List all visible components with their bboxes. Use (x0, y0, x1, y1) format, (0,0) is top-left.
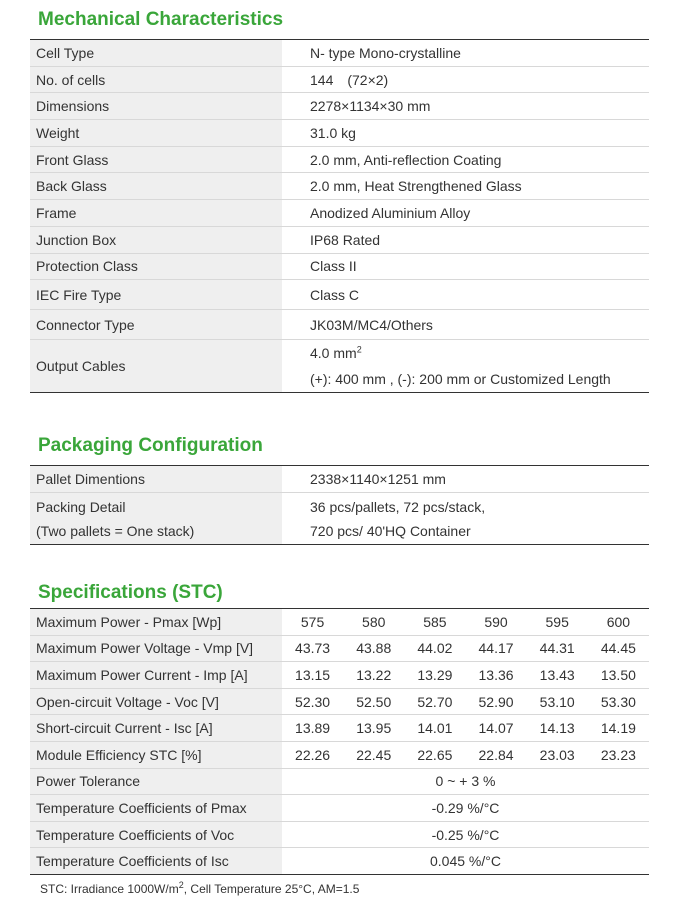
spec-value: 44.45 (588, 635, 649, 662)
mechanical-value: 2.0 mm, Anti-reflection Coating (282, 146, 649, 173)
mechanical-value: 144 (72×2) (282, 66, 649, 93)
spec-label: Power Tolerance (30, 768, 282, 795)
table-row (30, 280, 649, 310)
table-row (30, 795, 649, 822)
spec-value: 43.88 (343, 635, 404, 662)
spec-value: 43.73 (282, 635, 343, 662)
packing-detail-value-line2: 720 pcs/ 40'HQ Container (310, 522, 471, 539)
spec-value: 22.26 (282, 741, 343, 768)
mechanical-value: Class II (282, 253, 649, 280)
spec-value: 13.36 (465, 662, 526, 689)
spec-value: 23.03 (527, 741, 588, 768)
table-row (30, 40, 649, 67)
spec-value: 13.29 (404, 662, 465, 689)
mechanical-value: JK03M/MC4/Others (282, 310, 649, 340)
mechanical-table (30, 39, 649, 393)
packaging-table (30, 465, 649, 545)
table-row (30, 741, 649, 768)
spec-value: 13.15 (282, 662, 343, 689)
spec-value: 13.89 (282, 715, 343, 742)
table-row (30, 662, 649, 689)
spec-value: 22.65 (404, 741, 465, 768)
spec-value: 14.01 (404, 715, 465, 742)
specs-title: Specifications (STC) (38, 582, 223, 603)
stc-footnote: STC: Irradiance $1000W/m^2$, Cell Temperature 25°C, AM=1.5 (40, 880, 360, 896)
spec-value: 52.50 (343, 688, 404, 715)
specs-table (30, 608, 649, 875)
mechanical-label: Cell Type (30, 40, 282, 67)
table-row (30, 120, 649, 147)
spec-value: 0.045 %/°C (282, 848, 649, 875)
spec-value: 14.19 (588, 715, 649, 742)
mechanical-label: Frame (30, 200, 282, 227)
pallet-dimensions-value: 2338×1140×1251 mm (282, 466, 649, 493)
spec-value: 14.07 (465, 715, 526, 742)
pallet-dimensions-label: Pallet Dimentions (30, 466, 282, 493)
packing-detail-label-line1: Packing Detail (36, 498, 126, 515)
spec-value: 44.17 (465, 635, 526, 662)
table-row (30, 200, 649, 227)
mechanical-label: Connector Type (30, 310, 282, 340)
spec-value: 44.31 (527, 635, 588, 662)
table-row (30, 253, 649, 280)
mechanical-title: Mechanical Characteristics (38, 9, 284, 30)
spec-label: Module Efficiency STC [%] (30, 741, 282, 768)
mechanical-value: IP68 Rated (282, 226, 649, 253)
packing-detail-label-line2: (Two pallets = One stack) (36, 522, 195, 539)
mechanical-label: IEC Fire Type (30, 280, 282, 310)
mechanical-label: Dimensions (30, 93, 282, 120)
mechanical-label: Back Glass (30, 173, 282, 200)
spec-value: 580 (343, 609, 404, 636)
mechanical-value: 2.0 mm, Heat Strengthened Glass (282, 173, 649, 200)
table-row (30, 340, 649, 393)
spec-value: 52.70 (404, 688, 465, 715)
mechanical-value: 2278×1134×30 mm (282, 93, 649, 120)
spec-value: 13.22 (343, 662, 404, 689)
spec-value: 600 (588, 609, 649, 636)
output-cables-value: 4.0 $mm^2$ (+): 400 mm , (-): 200 mm or Customized Length (282, 340, 649, 393)
table-row (30, 635, 649, 662)
spec-value: 52.90 (465, 688, 526, 715)
spec-label: Maximum Power Current - Imp [A] (30, 662, 282, 689)
packing-detail-value (282, 493, 649, 545)
table-row (30, 821, 649, 848)
spec-value: 13.50 (588, 662, 649, 689)
spec-value: 22.84 (465, 741, 526, 768)
table-row (30, 226, 649, 253)
spec-value: 590 (465, 609, 526, 636)
mechanical-value: 31.0 kg (282, 120, 649, 147)
spec-value: -0.25 %/°C (282, 821, 649, 848)
mechanical-label: Weight (30, 120, 282, 147)
spec-value: 595 (527, 609, 588, 636)
table-row (30, 93, 649, 120)
table-row (30, 173, 649, 200)
spec-value: 52.30 (282, 688, 343, 715)
mechanical-label: No. of cells (30, 66, 282, 93)
spec-value: -0.29 %/°C (282, 795, 649, 822)
table-row (30, 688, 649, 715)
spec-value: 53.10 (527, 688, 588, 715)
packaging-title: Packaging Configuration (38, 435, 263, 456)
spec-value: 14.13 (527, 715, 588, 742)
mechanical-value: N- type Mono-crystalline (282, 40, 649, 67)
spec-label: Temperature Coefficients of Isc (30, 848, 282, 875)
spec-value: 22.45 (343, 741, 404, 768)
spec-value: 0 ~ + 3 % (282, 768, 649, 795)
spec-label: Open-circuit Voltage - Voc [V] (30, 688, 282, 715)
table-row (30, 310, 649, 340)
mechanical-label: Protection Class (30, 253, 282, 280)
spec-value: 585 (404, 609, 465, 636)
table-row (30, 66, 649, 93)
mechanical-label: Junction Box (30, 226, 282, 253)
table-row (30, 466, 649, 493)
table-row (30, 715, 649, 742)
spec-value: 575 (282, 609, 343, 636)
spec-value: 13.43 (527, 662, 588, 689)
spec-label: Temperature Coefficients of Pmax (30, 795, 282, 822)
mechanical-value: Anodized Aluminium Alloy (282, 200, 649, 227)
spec-value: 44.02 (404, 635, 465, 662)
output-cables-label: Output Cables (30, 340, 282, 393)
table-row (30, 768, 649, 795)
table-row (30, 146, 649, 173)
spec-label: Short-circuit Current - Isc [A] (30, 715, 282, 742)
table-row (30, 493, 649, 545)
spec-label: Maximum Power - Pmax [Wp] (30, 609, 282, 636)
spec-label: Maximum Power Voltage - Vmp [V] (30, 635, 282, 662)
spec-label: Temperature Coefficients of Voc (30, 821, 282, 848)
mechanical-value: Class C (282, 280, 649, 310)
table-row (30, 609, 649, 636)
spec-value: 23.23 (588, 741, 649, 768)
mechanical-label: Front Glass (30, 146, 282, 173)
spec-value: 13.95 (343, 715, 404, 742)
spec-value: 53.30 (588, 688, 649, 715)
table-row (30, 848, 649, 875)
packing-detail-value-line1: 36 pcs/pallets, 72 pcs/stack, (310, 498, 486, 515)
packing-detail-label (30, 493, 282, 545)
